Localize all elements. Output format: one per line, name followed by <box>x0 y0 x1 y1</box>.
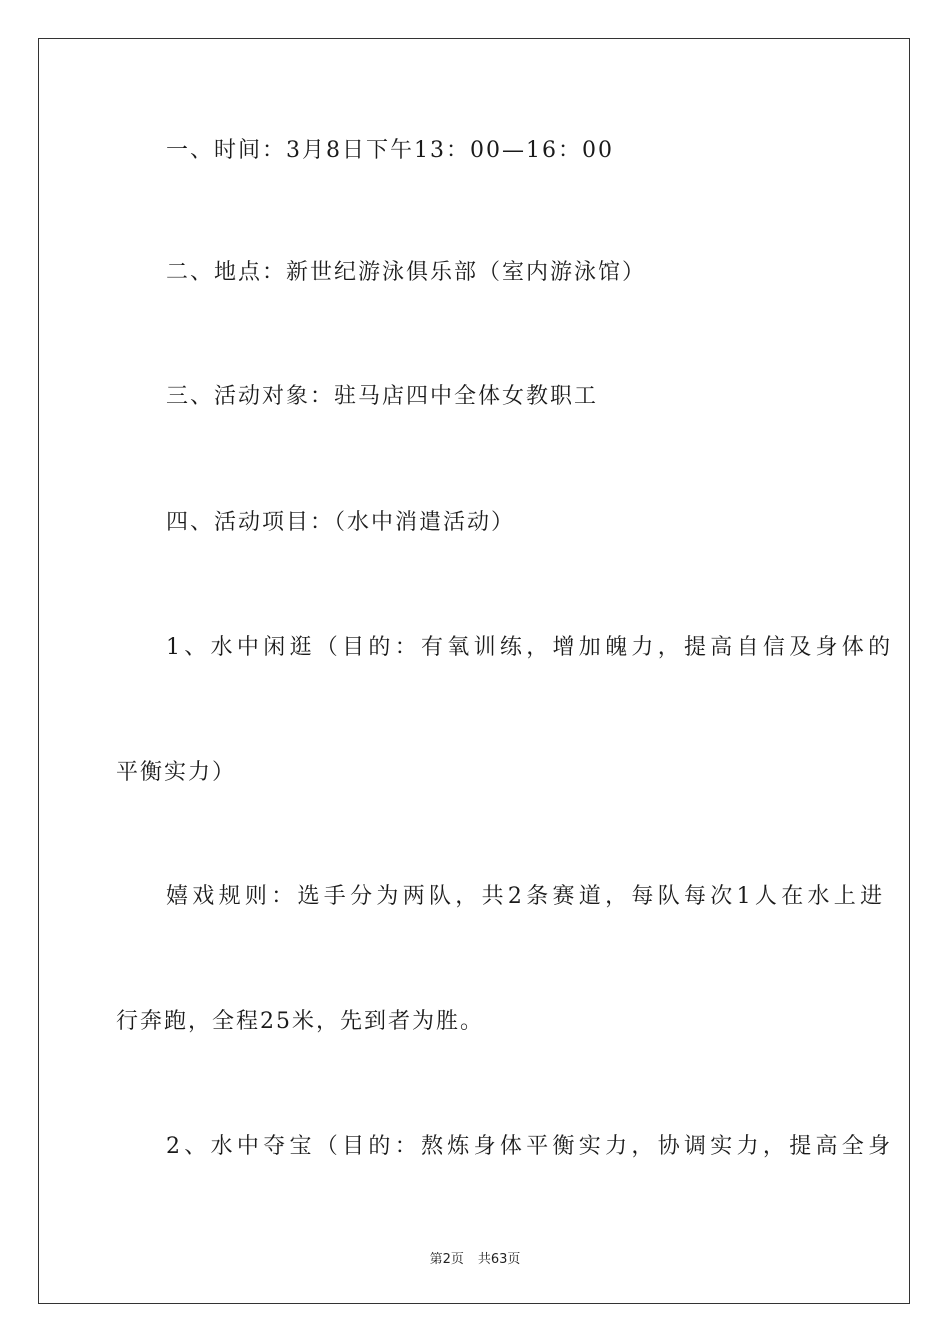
paragraph-item-1-continued: 平衡实力） <box>116 760 237 785</box>
paragraph-game-rules-continued: 行奔跑，全程25米，先到者为胜。 <box>116 1009 484 1034</box>
page-footer <box>0 1248 950 1267</box>
page-frame <box>38 38 910 1304</box>
paragraph-location: 二、地点：新世纪游泳俱乐部（室内游泳馆） <box>166 260 647 285</box>
paragraph-item-2: 2、水中夺宝（目的：熬炼身体平衡实力，协调实力，提高全身 <box>166 1134 895 1159</box>
paragraph-activities-heading: 四、活动项目：（水中消遣活动） <box>166 510 516 535</box>
paragraph-item-1: 1、水中闲逛（目的：有氧训练，增加魄力，提高自信及身体的 <box>166 635 895 660</box>
page-total: 共63页 <box>477 1252 521 1267</box>
paragraph-participants: 三、活动对象：驻马店四中全体女教职工 <box>166 384 599 409</box>
page-number: 第2页 <box>429 1252 464 1267</box>
paragraph-time: 一、时间：3月8日下午13：00—16：00 <box>166 138 614 163</box>
paragraph-game-rules: 嬉戏规则：选手分为两队，共2条赛道，每队每次1人在水上进 <box>166 884 887 909</box>
